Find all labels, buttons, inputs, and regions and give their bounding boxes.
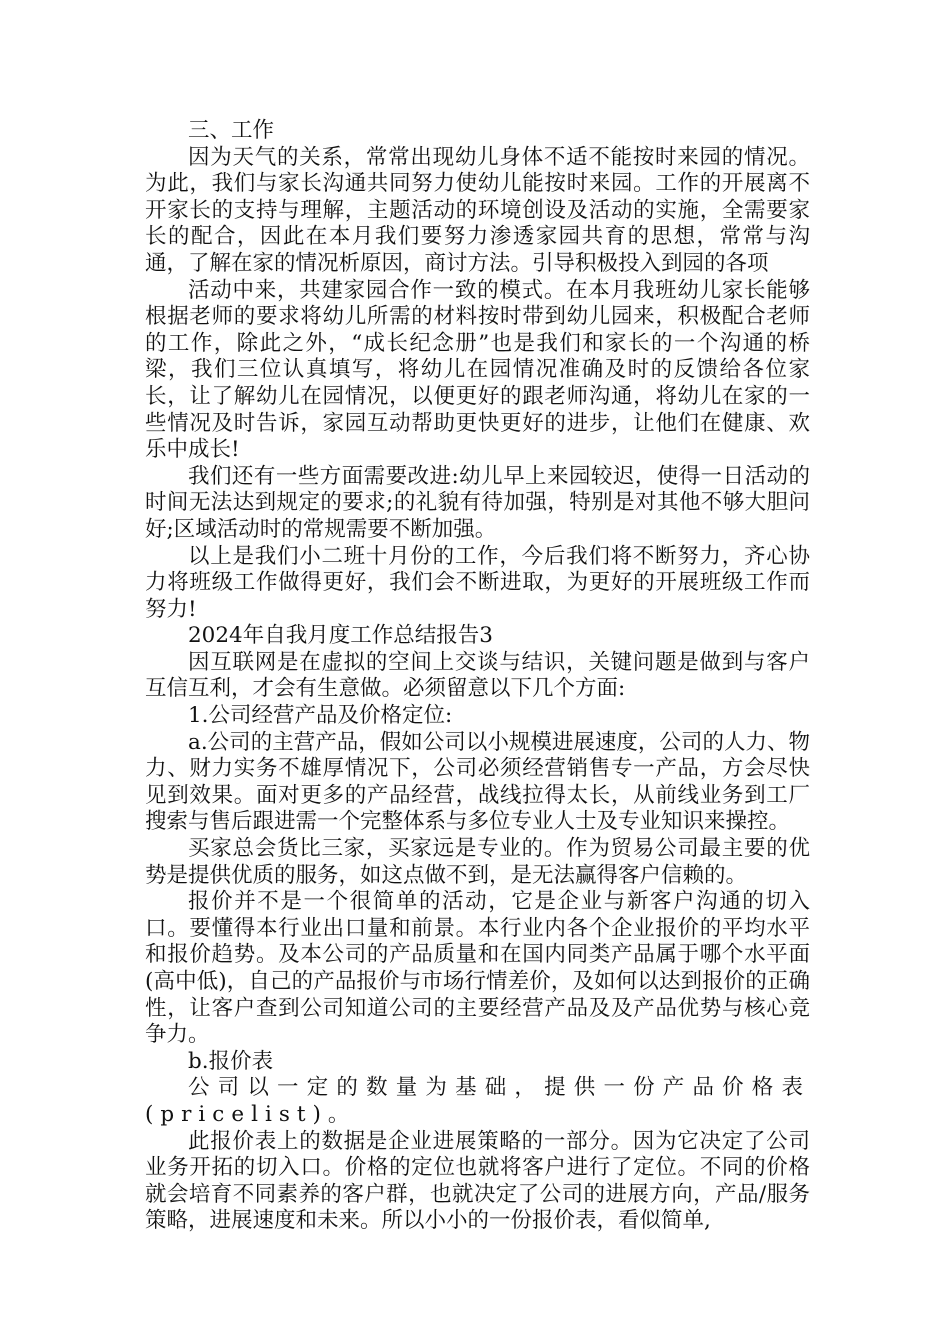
body-paragraph: 买家总会货比三家，买家远是专业的。作为贸易公司最主要的优势是提供优质的服务，如这点做不到，是无法赢得客户信赖的。 <box>145 836 810 888</box>
subsection-heading: 1.公司经营产品及价格定位: <box>188 703 453 729</box>
report-title: 2024年自我月度工作总结报告3 <box>188 623 493 649</box>
body-paragraph: 我们还有一些方面需要改进:幼儿早上来园较迟，使得一日活动的时间无法达到规定的要求;的礼貌有待加强，特别是对其他不够大胆问好;区域活动时的常规需要不断加强。 <box>145 463 810 542</box>
body-paragraph: 因为天气的关系，常常出现幼儿身体不适不能按时来园的情况。为此，我们与家长沟通共同努力使幼儿能按时来园。工作的开展离不开家长的支持与理解，主题活动的环境创设及活动的实施，全需要家长的配合，因此在本月我们要努力渗透家园共育的思想，常常与沟通，了解在家的情况析原因，商讨方法。引导积极投入到园的各项 <box>145 144 810 276</box>
body-paragraph: a.公司的主营产品，假如公司以小规模进展速度，公司的人力、物力、财力实务不雄厚情况下，公司必须经营销售专一产品，方会尽快见到效果。面对更多的产品经营，战线拉得太长，从前线业务到工厂搜索与售后跟进需一个完整体系与多位专业人士及专业知识来操控。 <box>145 729 810 835</box>
document-page <box>145 118 810 1235</box>
body-paragraph: 活动中来，共建家园合作一致的模式。在本月我班幼儿家长能够根据老师的要求将幼儿所需的材料按时带到幼儿园来，积极配合老师的工作，除此之外，“成长纪念册”也是我们和家长的一个沟通的桥梁，我们三位认真填写，将幼儿在园情况准确及时的反馈给各位家长，让了解幼儿在园情况，以便更好的跟老师沟通，将幼儿在家的一些情况及时告诉，家园互动帮助更快更好的进步，让他们在健康、欢乐中成长! <box>145 277 810 463</box>
body-paragraph: 报价并不是一个很简单的活动，它是企业与新客户沟通的切入口。要懂得本行业出口量和前景。本行业内各个企业报价的平均水平和报价趋势。及本公司的产品质量和在国内同类产品属于哪个水平面(高中低)，自己的产品报价与市场行情差价，及如何以达到报价的正确性，让客户查到公司知道公司的主要经营产品及及产品优势与核心竞争力。 <box>145 889 810 1048</box>
body-paragraph: 以上是我们小二班十月份的工作，今后我们将不断努力，齐心协力将班级工作做得更好，我们会不断进取，为更好的开展班级工作而努力! <box>145 543 810 622</box>
body-paragraph: 此报价表上的数据是企业进展策略的一部分。因为它决定了公司业务开拓的切入口。价格的定位也就将客户进行了定位。不同的价格就会培育不同素养的客户群，也就决定了公司的进展方向，产品/服务策略，进展速度和未来。所以小小的一份报价表，看似简单, <box>145 1128 810 1234</box>
section-heading: 三、工作 <box>188 118 275 143</box>
body-paragraph: 公司以一定的数量为基础，提供一份产品价格表(pricelist)。 <box>145 1075 810 1127</box>
body-paragraph: 因互联网是在虚拟的空间上交谈与结识，关键问题是做到与客户互信互利，才会有生意做。必须留意以下几个方面: <box>145 649 810 702</box>
subsection-heading: b.报价表 <box>188 1048 274 1074</box>
